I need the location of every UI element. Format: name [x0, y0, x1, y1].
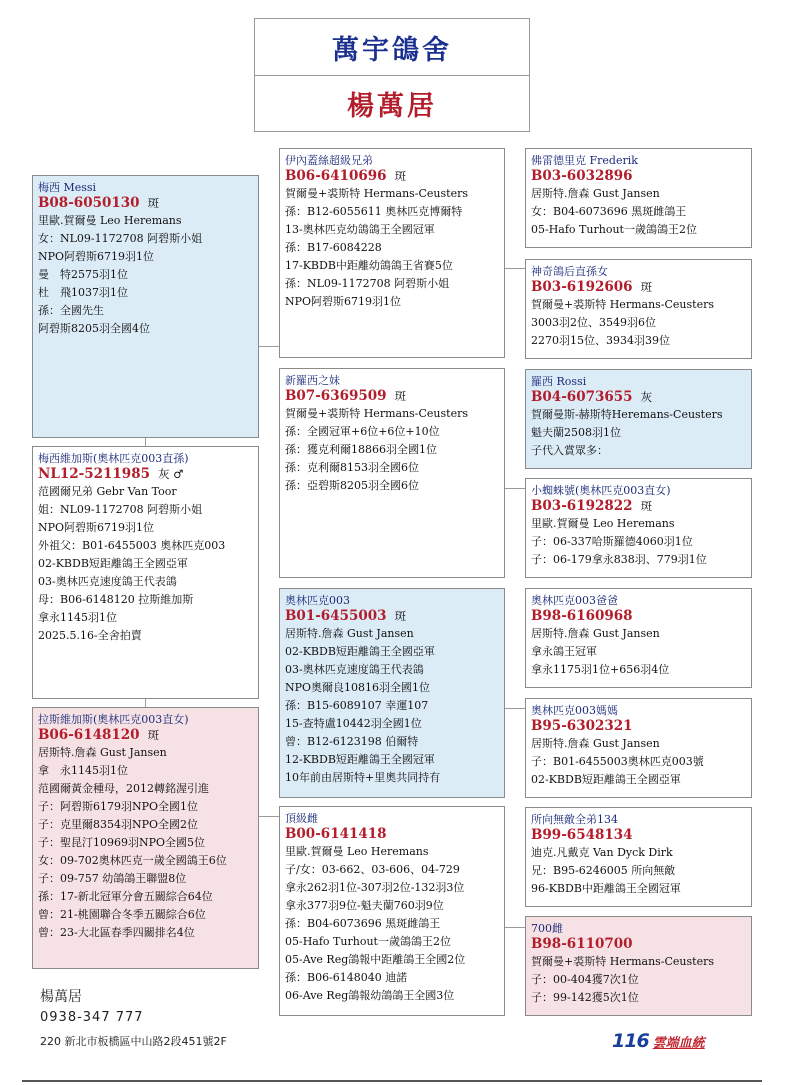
- pedigree-card-ddd[interactable]: [525, 916, 752, 1016]
- card-line: 15-查特盧10442羽全國1位: [285, 717, 422, 730]
- card-ring-row: [531, 608, 745, 625]
- card-name: 伊內蓋絲超級兄弟: [285, 154, 373, 167]
- card-line: 賀爾曼+裘斯特 Hermans-Ceusters: [531, 298, 714, 311]
- card-line: 03-奧林匹克速度鴿王代表鴿: [285, 663, 424, 676]
- card-line: 范國爾兄弟 Gebr Van Toor: [38, 485, 177, 498]
- card-line: 居斯特.詹森 Gust Jansen: [531, 187, 660, 200]
- card-line: 05-Hafo Turhout一歲鴿鴿王2位: [285, 935, 451, 948]
- card-line: 母：B06-6148120 拉斯維加斯: [38, 593, 194, 606]
- pedigree-card-sire-sire[interactable]: [279, 148, 505, 358]
- card-name: 新羅西之妹: [285, 374, 340, 387]
- card-line: 拿永1145羽1位: [38, 611, 117, 624]
- card-ring: B03-6192606: [531, 279, 633, 295]
- card-ring: B01-6455003: [285, 608, 387, 624]
- card-name: 梅西 Messi: [38, 181, 97, 194]
- card-ring: B95-6302321: [531, 718, 633, 734]
- card-ring: B98-6110700: [531, 936, 633, 952]
- card-name: 佛雷德里克 Frederik: [531, 154, 638, 167]
- card-name: 羅西 Rossi: [531, 375, 587, 388]
- footer-owner-name: 楊萬居: [40, 989, 82, 1005]
- card-tag: 斑: [147, 196, 160, 210]
- footer-address: 220 新北市板橋區中山路2段451號2F: [40, 1035, 227, 1048]
- card-line: 02-KBDB短距離鴿王全國亞軍: [285, 645, 435, 658]
- card-line: 曾：B12-6123198 伯爾特: [285, 735, 419, 748]
- card-ring: B98-6160968: [531, 608, 633, 624]
- card-line: 孫：亞碧斯8205羽全國6位: [285, 479, 419, 492]
- card-line: 女：NL09-1172708 阿碧斯小姐: [38, 232, 203, 245]
- card-name: 奧林匹克003: [285, 594, 350, 607]
- card-line: 孫：B06-6148040 迪諾: [285, 971, 408, 984]
- card-line: 孫：B15-6089107 幸運107: [285, 699, 429, 712]
- card-ring-row: [531, 498, 745, 515]
- card-ring-row: [531, 389, 745, 406]
- card-ring: B06-6148120: [38, 727, 140, 743]
- card-line: 子/女：03-662、03-606、04-729: [285, 863, 460, 876]
- card-line: 子：阿碧斯6179羽NPO全國1位: [38, 800, 199, 813]
- pedigree-card-dsd[interactable]: [525, 698, 752, 798]
- card-line: 孫：B17-6084228: [285, 241, 382, 254]
- pedigree-card-ssd[interactable]: [525, 259, 752, 359]
- pedigree-card-sire[interactable]: [32, 175, 259, 438]
- card-line: 03-奧林匹克速度鴿王代表鴿: [38, 575, 177, 588]
- card-name: 拉斯維加斯(奧林匹克003直女): [38, 713, 189, 726]
- connector: [505, 708, 525, 709]
- pedigree-card-sss[interactable]: [525, 148, 752, 248]
- card-line: 2270羽15位、3934羽39位: [531, 334, 670, 347]
- card-line: 拿永262羽1位-307羽2位-132羽3位: [285, 881, 465, 894]
- bottom-divider: [22, 1080, 762, 1082]
- card-line: 居斯特.詹森 Gust Jansen: [531, 737, 660, 750]
- card-ring-row: [285, 826, 498, 843]
- card-line: 子：09-757 幼鴿鴿王聯盟8位: [38, 872, 187, 885]
- card-line: NPO阿碧斯6719羽1位: [285, 295, 402, 308]
- loft-name: 萬宇鴿舍: [332, 34, 452, 66]
- header-loft-row: [255, 19, 529, 75]
- pedigree-card-dss[interactable]: [525, 588, 752, 688]
- header-box: [254, 18, 530, 132]
- card-line: 里歐.賀爾曼 Leo Heremans: [531, 517, 675, 530]
- card-name: 神奇鴿后直孫女: [531, 265, 608, 278]
- card-line: 孫：NL09-1172708 阿碧斯小姐: [285, 277, 450, 290]
- card-line: 女：09-702奧林匹克一歲全國鴿王6位: [38, 854, 227, 867]
- connector: [145, 437, 146, 446]
- card-tag: 灰: [640, 390, 653, 404]
- card-line: 孫：克利爾8153羽全國6位: [285, 461, 419, 474]
- card-line: 17-KBDB中距離幼鴿鴿王省賽5位: [285, 259, 453, 272]
- card-line: NPO阿碧斯6719羽1位: [38, 521, 155, 534]
- brand-logo[interactable]: [612, 1030, 705, 1052]
- card-line: 姐：NL09-1172708 阿碧斯小姐: [38, 503, 203, 516]
- connector: [505, 488, 525, 489]
- header-owner-row: [255, 75, 529, 131]
- card-line: 居斯特.詹森 Gust Jansen: [531, 627, 660, 640]
- card-line: 子：99-142獲5次1位: [531, 991, 639, 1004]
- card-line: 子：克里爾8354羽NPO全國2位: [38, 818, 199, 831]
- card-name: 梅西維加斯(奧林匹克003直孫): [38, 452, 189, 465]
- card-ring: B08-6050130: [38, 195, 140, 211]
- card-line: 賀爾曼+裘斯特 Hermans-Ceusters: [285, 187, 468, 200]
- card-line: 3003羽2位、3549羽6位: [531, 316, 656, 329]
- card-line: 賀爾曼+裘斯特 Hermans-Ceusters: [285, 407, 468, 420]
- footer-phone: 0938-347 777: [40, 1010, 144, 1025]
- card-ring: B03-6192822: [531, 498, 633, 514]
- card-ring-row: [285, 388, 498, 405]
- pedigree-card-dam-sire[interactable]: [279, 588, 505, 798]
- card-tag: 斑: [147, 728, 160, 742]
- connector: [505, 927, 525, 928]
- card-line: 范國爾黃金種母，2012轉銘渥引進: [38, 782, 209, 795]
- card-tag: 斑: [640, 499, 653, 513]
- card-line: 拿永377羽9位-魁夫蘭760羽9位: [285, 899, 444, 912]
- card-name: 奧林匹克003爸爸: [531, 594, 618, 607]
- card-tag: 斑: [394, 169, 407, 183]
- card-line: 12-KBDB短距離鴿王全國冠軍: [285, 753, 435, 766]
- card-line: 孫：全國冠軍+6位+6位+10位: [285, 425, 440, 438]
- connector: [259, 346, 279, 347]
- card-line: NPO奧爾良10816羽全國1位: [285, 681, 431, 694]
- connector: [259, 816, 279, 817]
- pedigree-card-self[interactable]: [32, 446, 259, 699]
- card-ring: B07-6369509: [285, 388, 387, 404]
- card-line: 子：00-404獲7次1位: [531, 973, 639, 986]
- card-line: 曼 特2575羽1位: [38, 268, 128, 281]
- card-line: 孫：B04-6073696 黑斑雌鴿王: [285, 917, 441, 930]
- card-line: 拿永鴿王冠軍: [531, 645, 597, 658]
- card-name: 頂級雌: [285, 812, 318, 825]
- card-tag: 斑: [394, 609, 407, 623]
- card-line: 子：聖昆汀10969羽NPO全國5位: [38, 836, 206, 849]
- card-line: 子：06-179拿永838羽、779羽1位: [531, 553, 707, 566]
- card-ring-row: [531, 279, 745, 296]
- card-name: 奧林匹克003媽媽: [531, 704, 618, 717]
- card-ring: B99-6548134: [531, 827, 633, 843]
- card-line: 孫：17-新北冠軍分會五關綜合64位: [38, 890, 213, 903]
- card-line: 居斯特.詹森 Gust Jansen: [38, 746, 167, 759]
- card-tag: 灰 ♂: [157, 467, 184, 481]
- card-line: 曾：21-桃園聯合冬季五關綜合6位: [38, 908, 206, 921]
- connector: [145, 698, 146, 707]
- pedigree-card-dam[interactable]: [32, 707, 259, 969]
- card-ring-row: [285, 608, 498, 625]
- card-line: 子：06-337哈斯羅德4060羽1位: [531, 535, 693, 548]
- card-ring-row: [531, 718, 745, 735]
- card-ring-row: [531, 827, 745, 844]
- pedigree-card-sdd[interactable]: [525, 478, 752, 578]
- card-line: 居斯特.詹森 Gust Jansen: [285, 627, 414, 640]
- card-line: 杜 飛1037羽1位: [38, 286, 128, 299]
- pedigree-card-dam-dam[interactable]: [279, 806, 505, 1016]
- card-ring-row: [38, 195, 252, 212]
- card-line: 孫：B12-6055611 奧林匹克博爾特: [285, 205, 463, 218]
- card-ring-row: [285, 168, 498, 185]
- card-line: 02-KBDB短距離鴿王全國亞軍: [38, 557, 188, 570]
- card-line: 05-Hafo Turhout一歲鴿鴿王2位: [531, 223, 697, 236]
- card-ring: B03-6032896: [531, 168, 633, 184]
- card-line: 里歐.賀爾曼 Leo Heremans: [285, 845, 429, 858]
- card-line: 外祖父：B01-6455003 奧林匹克003: [38, 539, 226, 552]
- card-line: 02-KBDB短距離鴿王全國亞軍: [531, 773, 681, 786]
- card-ring-row: [38, 466, 252, 483]
- pedigree-card-dds[interactable]: [525, 807, 752, 907]
- card-ring-row: [38, 727, 252, 744]
- card-line: 96-KBDB中距離鴿王全國冠軍: [531, 882, 681, 895]
- card-line: 里歐.賀爾曼 Leo Heremans: [38, 214, 182, 227]
- logo-number: 116: [612, 1030, 649, 1052]
- card-line: 魁夫蘭2508羽1位: [531, 426, 621, 439]
- card-tag: 斑: [394, 389, 407, 403]
- card-line: 2025.5.16-全舍拍賣: [38, 629, 142, 642]
- card-tag: 斑: [640, 280, 653, 294]
- card-name: 所向無敵全弟134: [531, 813, 618, 826]
- pedigree-card-sds[interactable]: [525, 369, 752, 469]
- card-ring: NL12-5211985: [38, 466, 150, 482]
- card-ring-row: [531, 936, 745, 953]
- card-line: 兄：B95-6246005 所向無敵: [531, 864, 676, 877]
- card-ring: B00-6141418: [285, 826, 387, 842]
- card-line: 迪克.凡戴克 Van Dyck Dirk: [531, 846, 673, 859]
- logo-text: 雲端血統: [652, 1036, 705, 1051]
- card-line: 賀爾曼斯-赫斯特Heremans-Ceusters: [531, 408, 723, 421]
- card-ring: B04-6073655: [531, 389, 633, 405]
- card-name: 小蜘蛛號(奧林匹克003直女): [531, 484, 671, 497]
- card-line: 子：B01-6455003奧林匹克003號: [531, 755, 704, 768]
- card-line: 10年前由居斯特+里奧共同持有: [285, 771, 441, 784]
- owner-name: 楊萬居: [347, 91, 437, 122]
- card-line: 拿 永1145羽1位: [38, 764, 128, 777]
- card-line: 05-Ave Reg鴿報中距離鴿王全國2位: [285, 953, 466, 966]
- card-line: 賀爾曼+裘斯特 Hermans-Ceusters: [531, 955, 714, 968]
- card-line: 阿碧斯8205羽全國4位: [38, 322, 150, 335]
- card-line: 06-Ave Reg鴿報幼鴿鴿王全國3位: [285, 989, 455, 1002]
- card-line: 13-奧林匹克幼鴿鴿王全國冠軍: [285, 223, 435, 236]
- card-line: 孫：全國先生: [38, 304, 104, 317]
- card-ring-row: [531, 168, 745, 185]
- pedigree-card-sire-dam[interactable]: [279, 368, 505, 578]
- card-line: 曾：23-大北區春季四關排名4位: [38, 926, 195, 939]
- connector: [505, 268, 525, 269]
- card-line: 女：B04-6073696 黑斑雌鴿王: [531, 205, 687, 218]
- card-line: NPO阿碧斯6719羽1位: [38, 250, 155, 263]
- card-line: 拿永1175羽1位+656羽4位: [531, 663, 670, 676]
- card-name: 700雌: [531, 922, 563, 935]
- card-line: 子代入賞眾多：: [531, 444, 608, 457]
- card-line: 孫：獲克利爾18866羽全國1位: [285, 443, 437, 456]
- card-ring: B06-6410696: [285, 168, 387, 184]
